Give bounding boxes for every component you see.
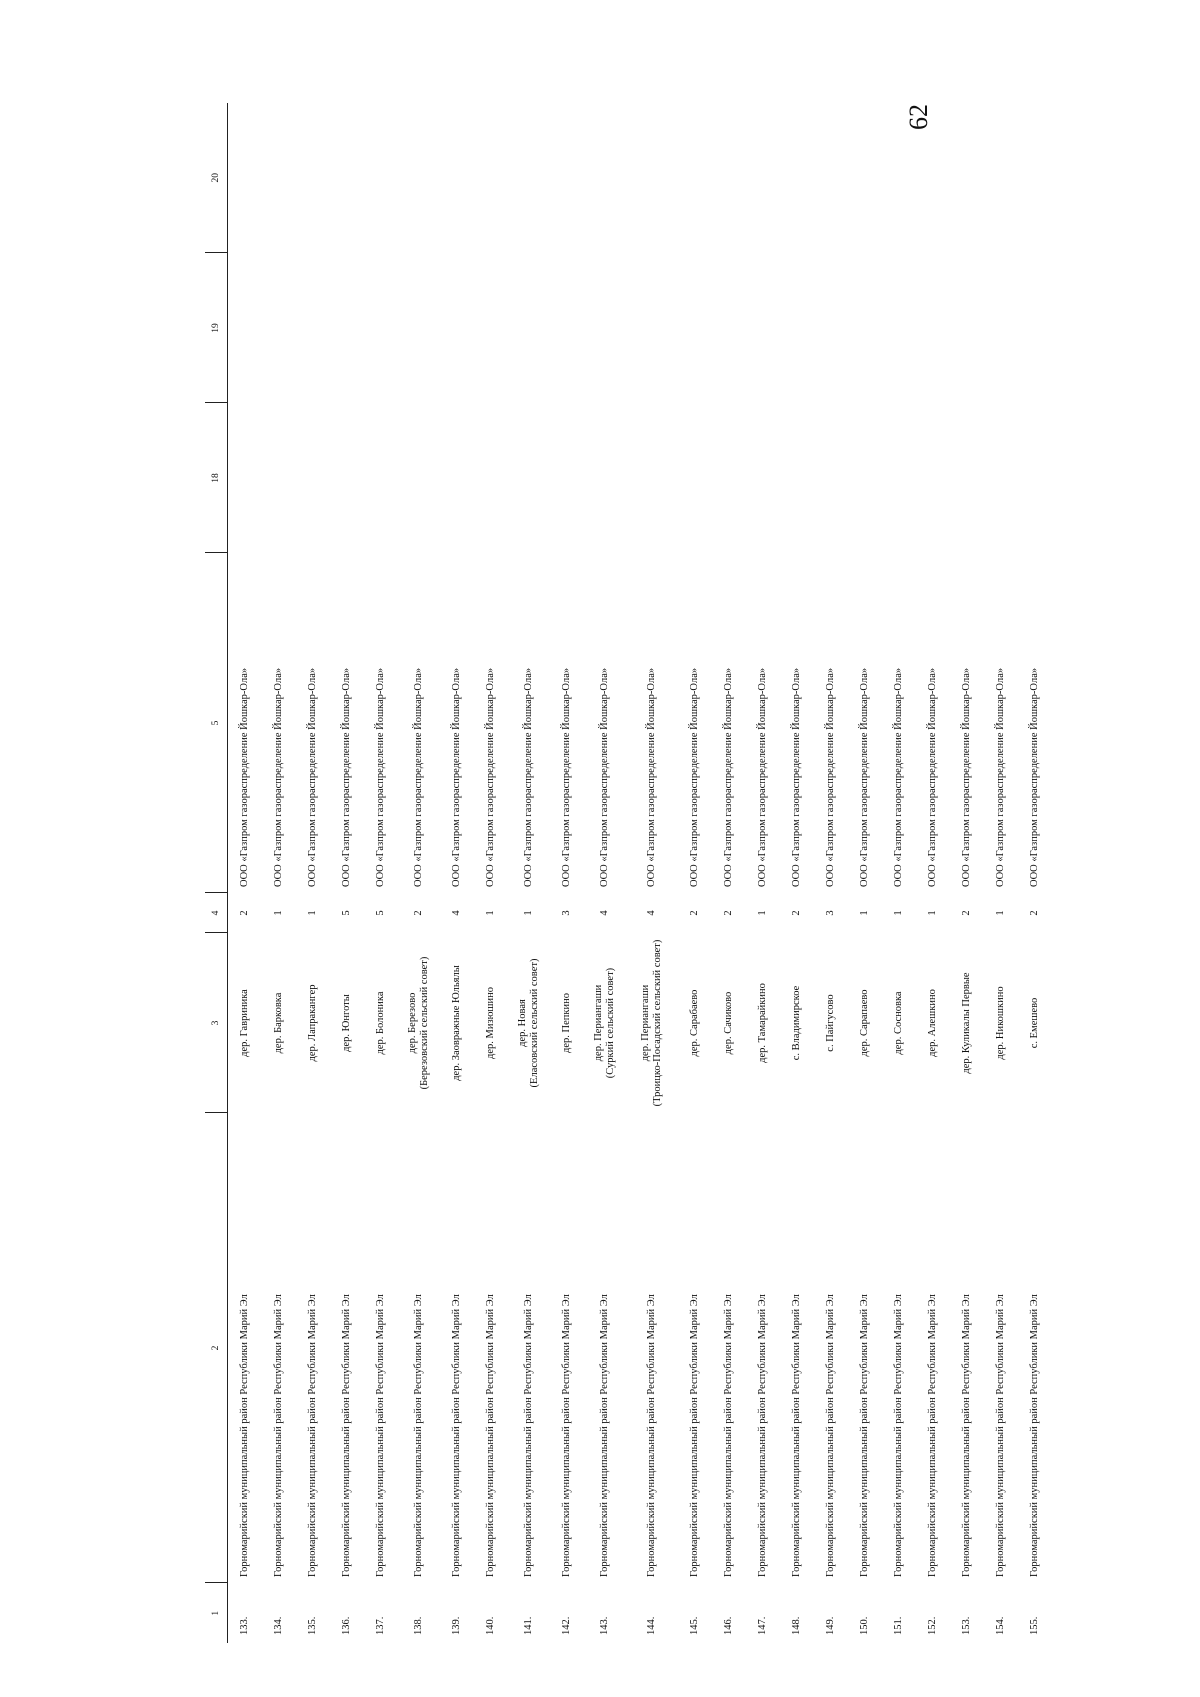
organization-cell: ООО «Газпром газораспределение Йошкар-Ола» (825, 667, 836, 887)
count-cell: 4 (451, 910, 462, 916)
empty-cell (678, 403, 712, 553)
organization-cell: ООО «Газпром газораспределение Йошкар-Ола» (413, 667, 424, 887)
table-row (678, 103, 712, 1643)
organization-cell: ООО «Газпром газораспределение Йошкар-Ола» (561, 667, 572, 887)
settlement-cell: дер. Лапракангер (307, 984, 318, 1062)
empty-cell (984, 403, 1018, 553)
settlement-cell: дер. Никошкино (995, 986, 1006, 1060)
organization-cell: ООО «Газпром газораспределение Йошкар-Ола» (723, 667, 734, 887)
empty-cell (440, 403, 474, 553)
organization-cell: ООО «Газпром газораспределение Йошкар-Ола» (523, 667, 534, 887)
district-cell: Горномарийский муниципальный район Республики Марий Эл (273, 1294, 284, 1577)
empty-cell (882, 403, 916, 553)
empty-cell (984, 103, 1018, 253)
count-cell: 1 (523, 910, 534, 916)
empty-cell (440, 253, 474, 403)
table-row (296, 103, 330, 1643)
organization-cell: ООО «Газпром газораспределение Йошкар-Ола» (995, 667, 1006, 887)
empty-cell (584, 403, 626, 553)
empty-cell (916, 403, 950, 553)
row-number: 147. (757, 1616, 768, 1635)
empty-cell (848, 103, 882, 253)
empty-cell (330, 103, 364, 253)
organization-cell: ООО «Газпром газораспределение Йошкар-Ола» (689, 667, 700, 887)
settlement-cell: дер. Куликалы Первые (961, 972, 972, 1074)
empty-cell (508, 403, 550, 553)
district-cell: Горномарийский муниципальный район Республики Марий Эл (307, 1294, 318, 1577)
organization-cell: ООО «Газпром газораспределение Йошкар-Ола» (239, 667, 250, 887)
settlement-cell: дер. Гавриника (239, 989, 250, 1057)
register-table (205, 103, 1052, 1643)
settlement-cell: дер. Мизюшино (485, 986, 496, 1060)
district-cell: Горномарийский муниципальный район Республики Марий Эл (451, 1294, 462, 1577)
column-header: 2 (205, 1113, 228, 1583)
district-cell: Горномарийский муниципальный район Республики Марий Эл (689, 1294, 700, 1577)
empty-cell (712, 253, 746, 403)
district-cell: Горномарийский муниципальный район Республики Марий Эл (375, 1294, 386, 1577)
empty-cell (398, 253, 440, 403)
settlement-cell: дер. Сарапаево (859, 989, 870, 1057)
empty-cell (440, 103, 474, 253)
table-row (814, 103, 848, 1643)
table-row (916, 103, 950, 1643)
organization-cell: ООО «Газпром газораспределение Йошкар-Ола» (1029, 667, 1040, 887)
district-cell: Горномарийский муниципальный район Республики Марий Эл (1029, 1294, 1040, 1577)
row-number: 143. (599, 1616, 610, 1635)
empty-cell (228, 403, 263, 553)
district-cell: Горномарийский муниципальный район Республики Марий Эл (599, 1294, 610, 1577)
empty-cell (262, 103, 296, 253)
empty-cell (916, 253, 950, 403)
empty-cell (882, 103, 916, 253)
empty-cell (474, 403, 508, 553)
district-cell: Горномарийский муниципальный район Республики Марий Эл (961, 1294, 972, 1577)
empty-cell (550, 253, 584, 403)
count-cell: 1 (485, 910, 496, 916)
settlement-cell: с. Владимирское (791, 985, 802, 1061)
row-number: 155. (1029, 1616, 1040, 1635)
empty-cell (228, 253, 263, 403)
column-header: 3 (205, 933, 228, 1113)
empty-cell (296, 253, 330, 403)
settlement-cell: дер. Тамарайкино (757, 983, 768, 1063)
table-row (330, 103, 364, 1643)
empty-cell (364, 103, 398, 253)
empty-cell (712, 103, 746, 253)
table-row (950, 103, 984, 1643)
column-header: 19 (205, 253, 228, 403)
row-number: 153. (961, 1616, 972, 1635)
table-row (712, 103, 746, 1643)
empty-cell (584, 103, 626, 253)
district-cell: Горномарийский муниципальный район Республики Марий Эл (413, 1294, 424, 1577)
count-cell: 5 (375, 910, 386, 916)
column-header: 5 (205, 553, 228, 893)
settlement-cell: дер. Березово (Березовский сельский совет) (407, 956, 430, 1090)
empty-cell (584, 253, 626, 403)
empty-cell (814, 253, 848, 403)
table-row (508, 103, 550, 1643)
organization-cell: ООО «Газпром газораспределение Йошкар-Ола» (859, 667, 870, 887)
organization-cell: ООО «Газпром газораспределение Йошкар-Ола» (341, 667, 352, 887)
table-row (746, 103, 780, 1643)
organization-cell: ООО «Газпром газораспределение Йошкар-Ола» (451, 667, 462, 887)
empty-cell (780, 403, 814, 553)
organization-cell: ООО «Газпром газораспределение Йошкар-Ола» (307, 667, 318, 887)
empty-cell (678, 103, 712, 253)
table-row (550, 103, 584, 1643)
column-header: 18 (205, 403, 228, 553)
row-number: 134. (273, 1616, 284, 1635)
empty-cell (950, 103, 984, 253)
empty-cell (814, 403, 848, 553)
organization-cell: ООО «Газпром газораспределение Йошкар-Ола» (893, 667, 904, 887)
count-cell: 1 (893, 910, 904, 916)
table-row (984, 103, 1018, 1643)
empty-cell (848, 253, 882, 403)
table-row (440, 103, 474, 1643)
table-row (364, 103, 398, 1643)
settlement-cell: дер. Сачиково (723, 991, 734, 1055)
table-row (882, 103, 916, 1643)
table-row (262, 103, 296, 1643)
district-cell: Горномарийский муниципальный район Республики Марий Эл (239, 1294, 250, 1577)
table-body (228, 103, 1053, 1643)
row-number: 152. (927, 1616, 938, 1635)
empty-cell (712, 403, 746, 553)
empty-cell (780, 253, 814, 403)
row-number: 145. (689, 1616, 700, 1635)
settlement-cell: дер. Периангаши (Суркий сельский совет) (593, 967, 616, 1079)
count-cell: 1 (307, 910, 318, 916)
row-number: 148. (791, 1616, 802, 1635)
empty-cell (296, 403, 330, 553)
organization-cell: ООО «Газпром газораспределение Йошкар-Ола» (961, 667, 972, 887)
empty-cell (474, 103, 508, 253)
organization-cell: ООО «Газпром газораспределение Йошкар-Ола» (927, 667, 938, 887)
table-row (474, 103, 508, 1643)
table-row (626, 103, 678, 1643)
district-cell: Горномарийский муниципальный район Республики Марий Эл (825, 1294, 836, 1577)
settlement-cell: дер. Периангаши (Троицко-Посадский сельский совет) (640, 939, 663, 1107)
settlement-cell: дер. Заовражные Юльялы (451, 965, 462, 1081)
empty-cell (916, 103, 950, 253)
empty-cell (780, 103, 814, 253)
empty-cell (746, 253, 780, 403)
empty-cell (626, 253, 678, 403)
column-header: 1 (205, 1583, 228, 1643)
district-cell: Горномарийский муниципальный район Республики Марий Эл (723, 1294, 734, 1577)
table-row (1018, 103, 1052, 1643)
count-cell: 2 (689, 910, 700, 916)
settlement-cell: дер. Барковка (273, 992, 284, 1054)
count-cell: 3 (561, 910, 572, 916)
table-row (780, 103, 814, 1643)
row-number: 146. (723, 1616, 734, 1635)
organization-cell: ООО «Газпром газораспределение Йошкар-Ола» (791, 667, 802, 887)
count-cell: 5 (341, 910, 352, 916)
count-cell: 2 (1029, 910, 1040, 916)
row-number: 151. (893, 1616, 904, 1635)
empty-cell (398, 103, 440, 253)
empty-cell (474, 253, 508, 403)
count-cell: 1 (273, 910, 284, 916)
table-row (398, 103, 440, 1643)
row-number: 144. (646, 1616, 657, 1635)
count-cell: 2 (961, 910, 972, 916)
row-number: 140. (485, 1616, 496, 1635)
empty-cell (262, 403, 296, 553)
empty-cell (882, 253, 916, 403)
row-number: 139. (451, 1616, 462, 1635)
organization-cell: ООО «Газпром газораспределение Йошкар-Ола» (599, 667, 610, 887)
empty-cell (626, 103, 678, 253)
empty-cell (550, 403, 584, 553)
district-cell: Горномарийский муниципальный район Республики Марий Эл (859, 1294, 870, 1577)
district-cell: Горномарийский муниципальный район Республики Марий Эл (995, 1294, 1006, 1577)
empty-cell (1018, 253, 1052, 403)
empty-cell (950, 253, 984, 403)
row-number: 135. (307, 1616, 318, 1635)
district-cell: Горномарийский муниципальный район Республики Марий Эл (341, 1294, 352, 1577)
district-cell: Горномарийский муниципальный район Республики Марий Эл (646, 1294, 657, 1577)
settlement-cell: с. Емешево (1029, 997, 1040, 1049)
empty-cell (746, 403, 780, 553)
row-number: 141. (523, 1616, 534, 1635)
empty-cell (626, 403, 678, 553)
count-cell: 2 (239, 910, 250, 916)
row-number: 138. (413, 1616, 424, 1635)
row-number: 149. (825, 1616, 836, 1635)
row-number: 150. (859, 1616, 870, 1635)
count-cell: 1 (995, 910, 1006, 916)
district-cell: Горномарийский муниципальный район Республики Марий Эл (757, 1294, 768, 1577)
empty-cell (364, 403, 398, 553)
empty-cell (228, 103, 263, 253)
empty-cell (984, 253, 1018, 403)
settlement-cell: дер. Пепкино (561, 993, 572, 1053)
count-cell: 2 (791, 910, 802, 916)
empty-cell (364, 253, 398, 403)
table-row (228, 103, 263, 1643)
count-cell: 1 (859, 910, 870, 916)
settlement-cell: дер. Болоника (375, 991, 386, 1055)
empty-cell (1018, 403, 1052, 553)
settlement-cell: с. Пайгусово (825, 994, 836, 1052)
header-row (205, 103, 228, 1643)
count-cell: 4 (646, 910, 657, 916)
column-header: 4 (205, 893, 228, 933)
district-cell: Горномарийский муниципальный район Республики Марий Эл (523, 1294, 534, 1577)
empty-cell (678, 253, 712, 403)
empty-cell (848, 403, 882, 553)
row-number: 137. (375, 1616, 386, 1635)
empty-cell (508, 253, 550, 403)
empty-cell (814, 103, 848, 253)
row-number: 136. (341, 1616, 352, 1635)
empty-cell (950, 403, 984, 553)
organization-cell: ООО «Газпром газораспределение Йошкар-Ола» (485, 667, 496, 887)
district-cell: Горномарийский муниципальный район Республики Марий Эл (561, 1294, 572, 1577)
empty-cell (508, 103, 550, 253)
count-cell: 3 (825, 910, 836, 916)
count-cell: 2 (723, 910, 734, 916)
rotated-table-container (205, 103, 1040, 1643)
row-number: 142. (561, 1616, 572, 1635)
row-number: 154. (995, 1616, 1006, 1635)
organization-cell: ООО «Газпром газораспределение Йошкар-Ола» (646, 667, 657, 887)
count-cell: 4 (599, 910, 610, 916)
table-row (584, 103, 626, 1643)
empty-cell (746, 103, 780, 253)
empty-cell (1018, 103, 1052, 253)
count-cell: 2 (413, 910, 424, 916)
district-cell: Горномарийский муниципальный район Республики Марий Эл (927, 1294, 938, 1577)
district-cell: Горномарийский муниципальный район Республики Марий Эл (791, 1294, 802, 1577)
organization-cell: ООО «Газпром газораспределение Йошкар-Ола» (273, 667, 284, 887)
settlement-cell: дер. Новая (Еласовский сельский совет) (517, 958, 540, 1088)
count-cell: 1 (757, 910, 768, 916)
count-cell: 1 (927, 910, 938, 916)
column-header: 20 (205, 103, 228, 253)
empty-cell (296, 103, 330, 253)
row-number: 133. (239, 1616, 250, 1635)
settlement-cell: дер. Юнготы (341, 994, 352, 1052)
empty-cell (330, 253, 364, 403)
district-cell: Горномарийский муниципальный район Республики Марий Эл (485, 1294, 496, 1577)
table-row (848, 103, 882, 1643)
page-number: 62 (904, 104, 933, 130)
empty-cell (550, 103, 584, 253)
empty-cell (330, 403, 364, 553)
empty-cell (262, 253, 296, 403)
settlement-cell: дер. Алешкино (927, 989, 938, 1057)
empty-cell (398, 403, 440, 553)
organization-cell: ООО «Газпром газораспределение Йошкар-Ола» (757, 667, 768, 887)
organization-cell: ООО «Газпром газораспределение Йошкар-Ола» (375, 667, 386, 887)
district-cell: Горномарийский муниципальный район Республики Марий Эл (893, 1294, 904, 1577)
settlement-cell: дер. Сосновка (893, 991, 904, 1055)
settlement-cell: дер. Сарабаево (689, 989, 700, 1057)
